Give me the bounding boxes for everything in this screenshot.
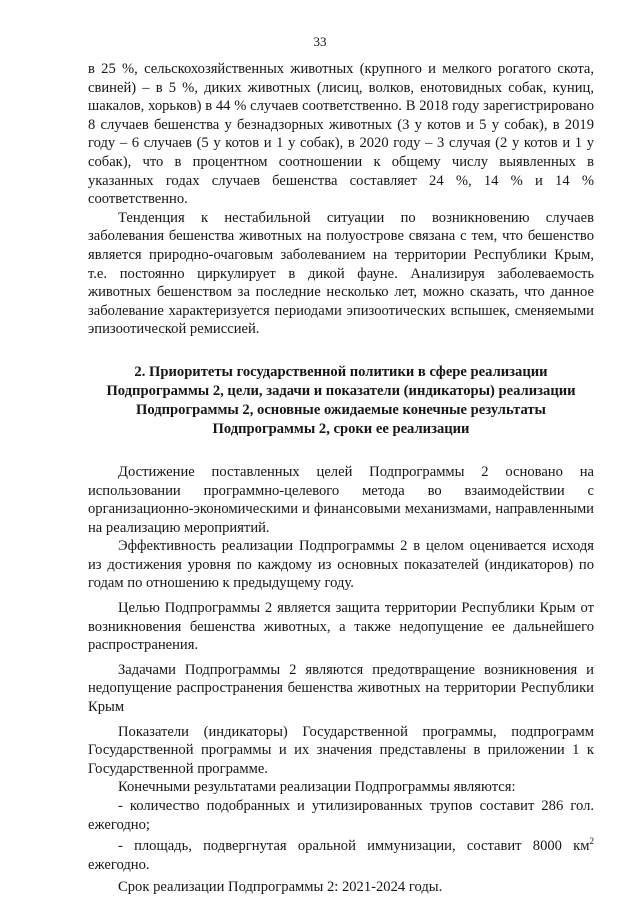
superscript: 2 — [589, 836, 594, 847]
paragraph: Срок реализации Подпрограммы 2: 2021-2024 годы. — [118, 879, 443, 896]
section-heading: 2. Приоритеты государственной политики в сфере реализации Подпрограммы 2, цели, задачи и показатели (индикаторы) реализации Подпрограммы 2, основные ожидаемые конечные результаты Подпрограммы 2, сроки ее реализации — [106, 363, 576, 437]
paragraph: Достижение поставленных целей Подпрограммы 2 основано на использовании программно-целевого метода во взаимодействии с организационно-экономическими и финансовыми механизмами, направленными на реализацию мероприятий. — [88, 463, 594, 536]
paragraph: Конечными результатами реализации Подпрограммы являются: — [118, 779, 516, 796]
paragraph: Задачами Подпрограммы 2 являются предотвращение возникновения и недопущение распространения бешенства животных на территории Республики Крым — [88, 661, 594, 716]
paragraph: Эффективность реализации Подпрограммы 2 в целом оценивается исходя из достижения уровня по каждому из основных показателей (индикаторов) по годам по отношению к предыдущему году. — [88, 538, 594, 592]
paragraph: Тенденция к нестабильной ситуации по возникновению случаев заболевания бешенства животных на полуострове связана с тем, что бешенство является природно-очаговым заболеванием на территории Республики Крым, т.е. постоянно циркулирует в дикой фауне. Анализируя заболеваемость животных бешенством за последние несколько лет, можно сказать, что данное заболевание характеризуется периодами эпизоотических вспышек, сменяемыми эпизоотической ремиссией. — [88, 209, 594, 338]
paragraph: Целью Подпрограммы 2 является защита территории Республики Крым от возникновения бешенства животных, а также недопущение ее дальнейшего распространения. — [88, 600, 594, 654]
document-body — [88, 60, 594, 897]
result-item-text: - площадь, подвергнутая оральной иммунизации, составит 8000 км — [118, 838, 590, 855]
paragraph: в 25 %, сельскохозяйственных животных (крупного и мелкого рогатого скота, свиней) – в 5 %, диких животных (лисиц, волков, енотовидных собак, куниц, шакалов, хорьков) в 44 % случаев соответственно. В 2018 году зарегистрировано 8 случаев бешенства у безнадзорных животных (3 у котов и 5 у собак), в 2019 году – 6 случаев (5 у котов и 1 у собак), в 2020 году – 3 случая (2 у котов и 1 у собак), что в процентном соотношении к общему числу выявленных в указанных годах случаев бешенства составляет 24 %, 14 % и 14 % соответственно. — [88, 61, 594, 208]
page-number: 33 — [313, 34, 327, 49]
paragraph: Показатели (индикаторы) Государственной программы, подпрограмм Государственной программы и их значения представлены в приложении 1 к Государственной программе. — [88, 723, 594, 777]
result-item: - количество подобранных и утилизированных трупов составит 286 гол. ежегодно; — [88, 798, 594, 833]
result-item — [88, 837, 594, 874]
result-item-tail: ежегодно. — [88, 856, 150, 873]
